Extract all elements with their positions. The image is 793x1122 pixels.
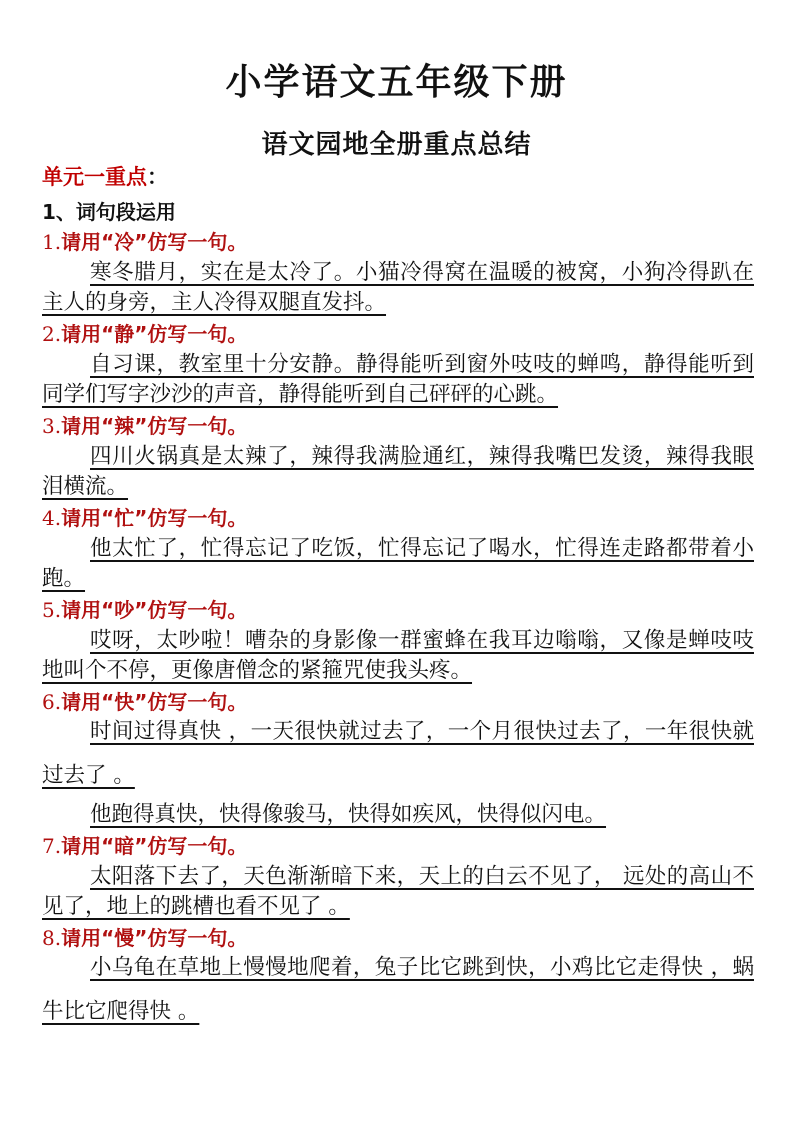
question-number: 2. xyxy=(42,322,62,346)
answer-text: 自习课，教室里十分安静。静得能听到窗外吱吱的蝉鸣，静得能听到同学们写字沙沙的声音，静得能听到自己砰砰的心跳。 xyxy=(42,352,754,407)
unit-heading-colon: ： xyxy=(147,165,168,189)
unit-heading-text: 单元一重点 xyxy=(42,165,147,189)
answer-6b xyxy=(42,800,754,830)
question-prompt: 请用“暗”仿写一句。 xyxy=(61,834,248,858)
question-1 xyxy=(42,228,754,256)
answer-text: 他跑得真快，快得像骏马，快得如疾风，快得似闪电。 xyxy=(90,802,607,827)
question-4 xyxy=(42,504,754,532)
page-subtitle: 语文园地全册重点总结 xyxy=(261,130,532,160)
question-3 xyxy=(42,412,754,440)
question-prompt: 请用“冷”仿写一句。 xyxy=(61,230,248,254)
answer-3 xyxy=(42,442,754,502)
question-number: 4. xyxy=(42,506,62,530)
question-number: 1. xyxy=(42,230,62,254)
question-number: 7. xyxy=(42,834,62,858)
question-2 xyxy=(42,320,754,348)
answer-1 xyxy=(42,258,754,318)
question-prompt: 请用“忙”仿写一句。 xyxy=(61,506,248,530)
answer-7 xyxy=(42,862,754,922)
question-prompt: 请用“吵”仿写一句。 xyxy=(61,598,248,622)
question-number: 6. xyxy=(42,690,62,714)
section-heading: 1、词句段运用 xyxy=(42,200,176,224)
answer-8 xyxy=(42,946,754,1034)
answer-4 xyxy=(42,534,754,594)
question-number: 5. xyxy=(42,598,62,622)
answer-2 xyxy=(42,350,754,410)
answer-6a xyxy=(42,710,754,798)
answer-text: 小乌龟在草地上慢慢地爬着，兔子比它跳到快，小鸡比它走得快 ，蜗牛比它爬得快 。 xyxy=(42,955,754,1024)
question-prompt: 请用“慢”仿写一句。 xyxy=(61,926,248,950)
question-prompt: 请用“静”仿写一句。 xyxy=(61,322,248,346)
question-number: 8. xyxy=(42,926,62,950)
answer-text: 时间过得真快 ，一天很快就过去了，一个月很快过去了，一年很快就过去了 。 xyxy=(42,719,754,788)
page-title: 小学语文五年级下册 xyxy=(225,62,568,103)
question-number: 3. xyxy=(42,414,62,438)
question-7 xyxy=(42,832,754,860)
answer-text: 四川火锅真是太辣了，辣得我满脸通红，辣得我嘴巴发烫，辣得我眼泪横流。 xyxy=(42,444,754,499)
exercise-list xyxy=(42,228,754,1036)
answer-text: 他太忙了，忙得忘记了吃饭，忙得忘记了喝水，忙得连走路都带着小跑。 xyxy=(42,536,754,591)
unit-heading xyxy=(42,161,168,191)
answer-5 xyxy=(42,626,754,686)
question-prompt: 请用“快”仿写一句。 xyxy=(61,690,248,714)
question-prompt: 请用“辣”仿写一句。 xyxy=(61,414,248,438)
answer-text: 哎呀，太吵啦！嘈杂的身影像一群蜜蜂在我耳边嗡嗡，又像是蝉吱吱地叫个不停，更像唐僧念的紧箍咒使我头疼。 xyxy=(42,628,754,683)
answer-text: 寒冬腊月，实在是太冷了。小猫冷得窝在温暖的被窝，小狗冷得趴在主人的身旁，主人冷得双腿直发抖。 xyxy=(42,260,754,315)
question-5 xyxy=(42,596,754,624)
answer-text: 太阳落下去了，天色渐渐暗下来，天上的白云不见了， 远处的高山不见了，地上的跳槽也看不见了 。 xyxy=(42,864,754,919)
